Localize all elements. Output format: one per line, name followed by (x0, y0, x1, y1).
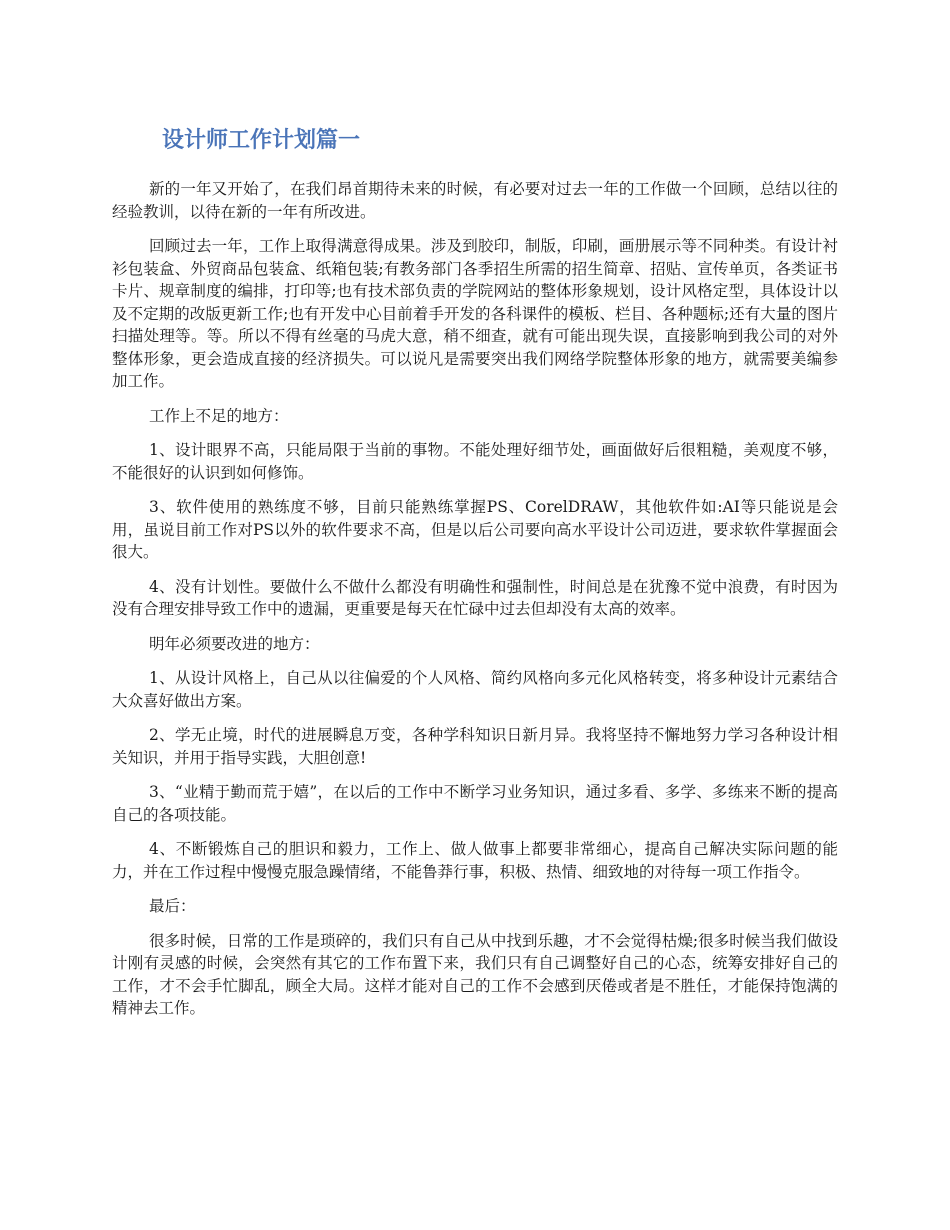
paragraph-improvement-2: 2、学无止境，时代的进展瞬息万变，各种学科知识日新月异。我将坚持不懈地努力学习各种设计相关知识，并用于指导实践，大胆创意! (112, 726, 838, 767)
paragraph-review: 回顾过去一年，工作上取得满意得成果。涉及到胶印，制版，印刷，画册展示等不同种类。有设计衬衫包装盒、外贸商品包装盒、纸箱包装;有教务部门各季招生所需的招生简章、招贴、宣传单页，各类证书卡片、规章制度的编排，打印等;也有技术部负责的学院网站的整体形象规划，设计风格定型，具体设计以及不定期的改版更新工作;也有开发中心目前着手开发的各科课件的模板、栏目、各种题标;还有大量的图片扫描处理等。等。所以不得有丝毫的马虎大意，稍不细查，就有可能出现失误，直接影响到我公司的对外整体形象，更会造成直接的经济损失。可以说凡是需要突出我们网络学院整体形象的地方，就需要美编参加工作。 (112, 237, 838, 390)
paragraph-improvement-4: 4、不断锻炼自己的胆识和毅力，工作上、做人做事上都要非常细心，提高自己解决实际问题的能力，并在工作过程中慢慢克服急躁情绪，不能鲁莽行事，积极、热情、细致地的对待每一项工作指令。 (112, 840, 838, 881)
paragraph-conclusion: 很多时候，日常的工作是琐碎的，我们只有自己从中找到乐趣，才不会觉得枯燥;很多时候当我们做设计刚有灵感的时候，会突然有其它的工作布置下来，我们只有自己调整好自己的心态，统筹安排好自己的工作，才不会手忙脚乱，顾全大局。这样才能对自己的工作不会感到厌倦或者是不胜任，才能保持饱满的精神去工作。 (112, 931, 838, 1017)
paragraph-shortcomings-heading: 工作上不足的地方： (149, 406, 289, 425)
paragraph-intro: 新的一年又开始了，在我们昂首期待未来的时候，有必要对过去一年的工作做一个回顾，总结以往的经验教训，以待在新的一年有所改进。 (112, 180, 838, 221)
paragraph-shortcoming-4: 4、没有计划性。要做什么不做什么都没有明确性和强制性，时间总是在犹豫不觉中浪费，有时因为没有合理安排导致工作中的遗漏，更重要是每天在忙碌中过去但却没有太高的效率。 (112, 577, 838, 618)
document-page (112, 126, 838, 1032)
paragraph-improvement-1: 1、从设计风格上，自己从以往偏爱的个人风格、简约风格向多元化风格转变，将多种设计元素结合大众喜好做出方案。 (112, 669, 838, 710)
paragraph-final-heading: 最后： (149, 897, 196, 915)
paragraph-shortcoming-1: 1、设计眼界不高，只能局限于当前的事物。不能处理好细节处，画面做好后很粗糙，美观度不够，不能很好的认识到如何修饰。 (112, 441, 838, 482)
document-title: 设计师工作计划篇一 (162, 128, 361, 153)
paragraph-improvements-heading: 明年必须要改进的地方： (149, 634, 320, 653)
paragraph-improvement-3: 3、“业精于勤而荒于嬉”，在以后的工作中不断学习业务知识，通过多看、多学、多练来不断的提高自己的各项技能。 (112, 783, 838, 824)
paragraph-shortcoming-3: 3、软件使用的熟练度不够，目前只能熟练掌握PS、CorelDRAW，其他软件如:AI等只能说是会用，虽说目前工作对PS以外的软件要求不高，但是以后公司要向高水平设计公司迈进，要求软件掌握面会很大。 (112, 498, 838, 561)
